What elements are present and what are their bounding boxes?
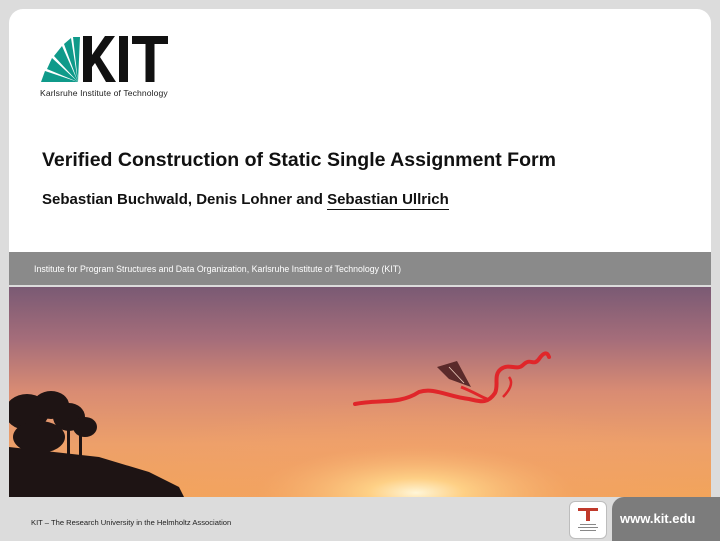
footer-text: KIT – The Research University in the Helmholtz Association	[31, 518, 232, 527]
footer	[0, 497, 720, 541]
kit-url-link[interactable]: www.kit.edu	[620, 511, 696, 526]
url-tab[interactable]	[612, 497, 720, 541]
photo-graphic	[9, 287, 711, 497]
page-title: Verified Construction of Static Single Assignment Form	[42, 149, 556, 171]
helmholtz-badge	[569, 501, 607, 539]
authors-text: Sebastian Buchwald, Denis Lohner and	[42, 191, 328, 208]
logo-caption: Karlsruhe Institute of Technology	[40, 88, 168, 98]
title-card	[9, 9, 711, 252]
helmholtz-logo-icon	[570, 502, 606, 538]
institute-text: Institute for Program Structures and Data Organization, Karlsruhe Institute of Technology (KIT)	[34, 264, 402, 274]
presenter-name: Sebastian Ullrich	[327, 191, 449, 208]
institute-band	[9, 252, 711, 285]
author-line	[42, 191, 449, 208]
sunset-kite-photo	[9, 287, 711, 497]
kit-logo-letters	[83, 36, 168, 82]
kit-logo-rays	[41, 37, 80, 82]
